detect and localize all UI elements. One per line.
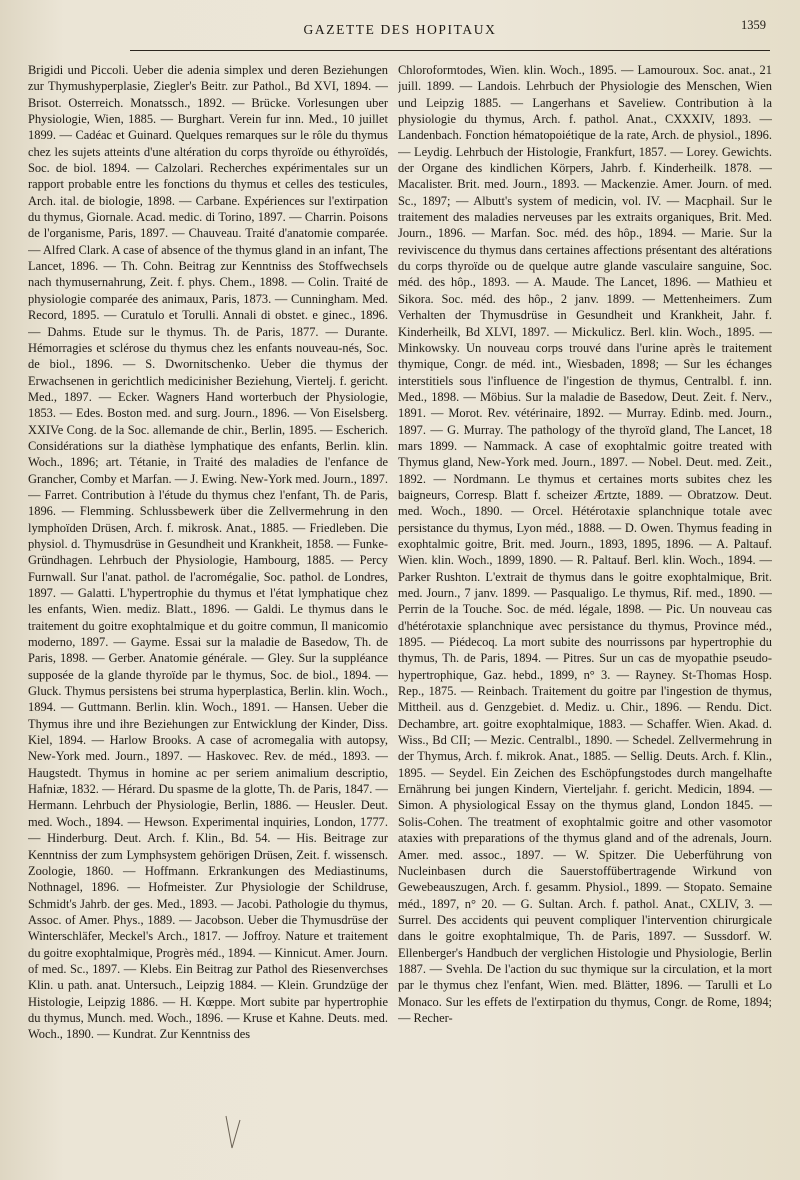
bibliography-text-right: Chloroformtodes, Wien. klin. Woch., 1895. — Lamouroux. Soc. anat., 21 juill. 1899. — Landois. Lehrbuch der Physiologie des Menschen, Wien und Leipzig 1885. — Langerhans et Saveliew. Contribution à la physiologie du thymus, Arch. f. pathol. Anat., CXXXIV, 1893. — Landenbach. Fonction hématopoiétique de la rate, Arch. de physiol., 1896. — Leydig. Lehrbuch der Histologie, Frankfurt, 1857. — Lorey. Gewichts. der Organe des kindlichen Körpers, Jahrb. f. Kinderheilk. 1878. — Macalister. Brit. med. Journ., 1893. — Mackenzie. Amer. Journ. of med. Sc., 1897; — Albutt's system of medicin, vol. IV. — Macphail. Sur le traitement des maladies nerveuses par les extraits organiques, Brit. Med. Journ., 1896. — Marfan. Soc. méd. des hôp., 1894. — Marie. Sur la reviviscence du thymus dans certaines affections présentant des altérations du corps thyroïde ou de quelque autre glande vasculaire sanguine, Soc. méd. des hôp., 1893. — A. Maude. The Lancet, 1896. — Mathieu et Sikora. Soc. méd. des hôp., 2 janv. 1899. — Mettenheimers. Zum Verhalten der Thymusdrüse in Gesundheit und Krankheit, Jahr. f. Kinderheilk, Bd XLVI, 1897. — Mickulicz. Berl. klin. Woch., 1895. — Minkowsky. Un nouveau corps trouvé dans l'urine après le traitement thymique, Congr. de méd. int., Wiesbaden, 1898; — Sur les échanges interstitiels sous l'influence de l'ingestion de thymus, Centralbl. f. inn. Med., 1898. — Möbius. Sur la maladie de Basedow, Deut. Zeit. f. Nerv., 1891. — Morot. Rev. vétérinaire, 1892. — Murray. Edinb. med. Journ., 1897. — G. Murray. The pathology of the thyroïd gland, The Lancet, 18 mars 1899. — Nammack. A case of exophtalmic goitre treated with Thymus gland, New-York med. Journ., 1897. — Nobel. Deut. med. Zeit., 1892. — Nordmann. Le thymus et certaines morts subites chez les baigneurs, Corresp. Blatt f. scheizer Ærtzte, 1889. — Obratzow. Deut. med. Woch., 1890. — Orcel. Hétérotaxie splanchnique totale avec persistance du thymus, Lyon méd., 1888. — D. Owen. Thymus feading in exophtalmic goitre, Brit. med. Journ., 1893, 1895, 1896. — A. Paltauf. Wien. klin. Woch., 1899, 1890. — R. Paltauf. Berl. klin. Woch., 1894. — Parker Rushton. L'extrait de thymus dans le goitre exophtalmique, Brit. med. Journ., 7 janv. 1899. — Pasqualigo. Le thymus, Rif. med., 1890. — Perrin de la Touche. Soc. de méd. légale, 1898. — Pic. Un nouveau cas d'hétérotaxie splanchnique avec persistance du thymus, Province méd., 1895. — Piédecoq. La mort subite des nourrissons par hypertrophie du thymus, Th. de Paris, 1894. — Pitres. Sur un cas de myopathie pseudo-hypertrophique, Gaz. hebd., 1899, n° 3. — Rayney. St-Thomas Hosp. Rep., 1875. — Reinbach. Traitement du goitre par l'ingestion de thymus, Mittheil. aus d. Genzgebiet. d. Mediz. u. Chir., 1896. — Rendu. Dict. Dechambre, art. goitre exophtalmique, 1883. — Schaffer. Wien. Akad. d. Wiss., Bd CII; — Mezic. Centralbl., 1890. — Schedel. Zellvermehrung in der Thymus, Arch. f. mikrok. Anat., 1885. — Sellig. Deuts. Arch. f. Klin., 1895. — Seydel. Ein Zeichen des Eschöpfungstodes durch mangelhafte Ernährung bei jungen Kindern, Vierteljahr. f. gericht. Medicin, 1894. — Simon. A physiological Essay on the thymus gland, London 1845. — Solis-Cohen. The treatment of exophtalmic goitre and other vasomotor ataxies with preparations of the thymus gland and of the adrenals, Journ. Amer. med. assoc., 1897. — W. Spitzer. Die Ueberführung von Nucleinbasen durch die Sauerstoffübertragende Wirkund von Gewebeauszugen, Arch. f. gesamm. Physiol., 1899. — Stopato. Semaine méd., 1897, n° 20. — G. Sultan. Arch. f. pathol. Anat., CXLIV, 3. — Surrel. Des accidents qui peuvent compliquer l'intervention chirurgicale dans le goitre exophtalmique, Th. de Paris, 1897. — Sussdorf. W. Ellenberger's Handbuch der verglichen Histologie und Physiologie, Berlin 1887. — Svehla. De l'action du suc thymique sur la circulation, et la mort par le thymus chez l'enfant, Wien. med. Blätter, 1896. — Tarulli et Lo Monaco. Sur les effets de l'extirpation du thymus, Congr. de Rome, 1894; — Recher- <box>398 63 772 1025</box>
bibliography-column-right <box>398 62 772 1102</box>
running-title: GAZETTE DES HOPITAUX <box>303 22 497 37</box>
running-head <box>0 14 800 54</box>
header-rule <box>130 50 770 51</box>
page-number: 1359 <box>741 18 766 32</box>
bibliography-column-left <box>28 62 388 1102</box>
pencil-mark <box>222 1114 252 1154</box>
bibliography-text-left: Brigidi und Piccoli. Ueber die adenia simplex und deren Beziehungen zur Thymushyperplasie, Ziegler's Beitr. zur Pathol., Bd XVI, 1894. — Brisot. Osterreich. Monatssch., 1892. — Brücke. Vorlesungen uber Physiologie, Wien, 1885. — Burghart. Verein fur inn. Med., 10 juillet 1899. — Cadéac et Guinard. Quelques remarques sur le rôle du thymus chez les sujets atteints d'une altération du corps thyroïde ou éthyroïdés, Soc. de biol. 1894. — Calzolari. Recherches expérimentales sur un rapport probable entre les fonctions du thymus et celles des testicules, Arch. ital. de biologie, 1898. — Carbane. Expériences sur l'extirpation du thymus, Giornale. Acad. medic. di Torino, 1897. — Charrin. Poisons de l'organisme, Paris, 1897. — Chauveau. Traité d'anatomie comparée. — Alfred Clark. A case of absence of the thymus gland in an infant, The Lancet, 1896. — Th. Cohn. Beitrag zur Kenntniss des Stoffwechsels nach thymusernahrung, Zeit. f. phys. Chem., 1898. — Colin. Traité de physiologie comparée des animaux, Paris, 1873. — Cunningham. Med. Record, 1895. — Curatulo et Torulli. Annali di obstet. e ginec., 1896. — Dahms. Etude sur le thymus. Th. de Paris, 1877. — Durante. Hémorragies et sclérose du thymus chez les enfants nouveau-nés, Soc. de biol., 1896. — S. Dwornitschenko. Ueber die thymus der Erwachsenen in gerichtlich medicinisher Beziehung, Viertelj. f. gericht. Med., 1897. — Ecker. Wagners Hand worterbuch der Physiologie, 1853. — Edes. Boston med. and surg. Journ., 1896. — Von Eiselsberg. XXIVe Cong. de la Soc. allemande de chir., Berlin, 1895. — Escherich. Considérations sur la diathèse lymphatique des enfants, Berlin. klin. Woch., 1896; art. Tétanie, in Traité des maladies de l'enfance de Grancher, Comby et Marfan. — J. Ewing. New-York med. Journ., 1897. — Farret. Contribution à l'étude du thymus chez l'enfant, Th. de Paris, 1896. — Flemming. Schlussbewerk über die Zellvermehrung in den lymphoïden Drüsen, Arch. f. mikrosk. Anat., 1885. — Friedleben. Die physiol. d. Thymusdrüse in Gesundheit und Krankheit, 1858. — Funke-Gründhagen. Lehrbuch der Physiologie, Hambourg, 1885. — Percy Furnwall. Sur l'anat. pathol. de l'acromégalie, Soc. pathol. de Londres, 1897. — Galatti. L'hypertrophie du thymus et l'état lymphatique chez les enfants, Wien. mediz. Blatt., 1896. — Galdi. Le thymus dans le traitement du goitre exophtalmique et du goitre commun, Il manicomio moderno, 1897. — Gayme. Essai sur la maladie de Basedow, Th. de Paris, 1898. — Gerber. Anatomie générale. — Gley. Sur la suppléance supposée de la glande thyroïde par le thymus, Soc. de biol., 1894. — Gluck. Thymus persistens bei struma hyperplastica, Berlin. klin. Woch., 1894. — Guttmann. Berlin. klin. Woch., 1891. — Hansen. Ueber die Thymus ihre und ihre Beziehungen zur Entwicklung der Kinder, Diss. Kiel, 1894. — Harlow Brooks. A case of acromegalia with autopsy, New-York med. Journ., 1897. — Haskovec. Rev. de méd., 1893. — Haugstedt. Thymus in homine ac per seriem animalium descriptio, Hafniæ, 1832. — Hérard. Du spasme de la glotte, Th. de Paris, 1847. — Hermann. Lehrbuch der Physiologie, Berlin, 1886. — Heusler. Deut. med. Woch., 1894. — Hewson. Experimental inquiries, London, 1777. — Hinderburg. Deut. Arch. f. Klin., Bd. 54. — His. Beitrage zur Kenntniss der zum Lymphsystem gehörigen Drüsen, Zeit. f. wissensch. Zoologie, 1860. — Hoffmann. Erkrankungen des Mediastinums, Nothnagel, 1896. — Hofmeister. Zur Physiologie der Schildruse, Schmidt's Jahrb. der ges. Med., 1893. — Jacobi. Pathologie du thymus, Assoc. of Amer. Phys., 1889. — Jacobson. Ueber die Thymusdrüse der Winterschläfer, Meckel's Arch., 1817. — Joffroy. Nature et traitement du goitre exophtalmique, Progrès méd., 1894. — Kinnicut. Amer. Journ. of med. Sc., 1897. — Klebs. Ein Beitrag zur Pathol des Riesenverchses Klin. u path. anat. Untersuch., Leipzig 1884. — Klein. Grundzüge der Histologie, Leipzig 1886. — H. Kœppe. Mort subite par hypertrophie du thymus, Munch. med. Woch., 1896. — Kruse et Kahne. Deuts. med. Woch., 1890. — Kundrat. Zur Kenntniss des <box>28 63 388 1042</box>
